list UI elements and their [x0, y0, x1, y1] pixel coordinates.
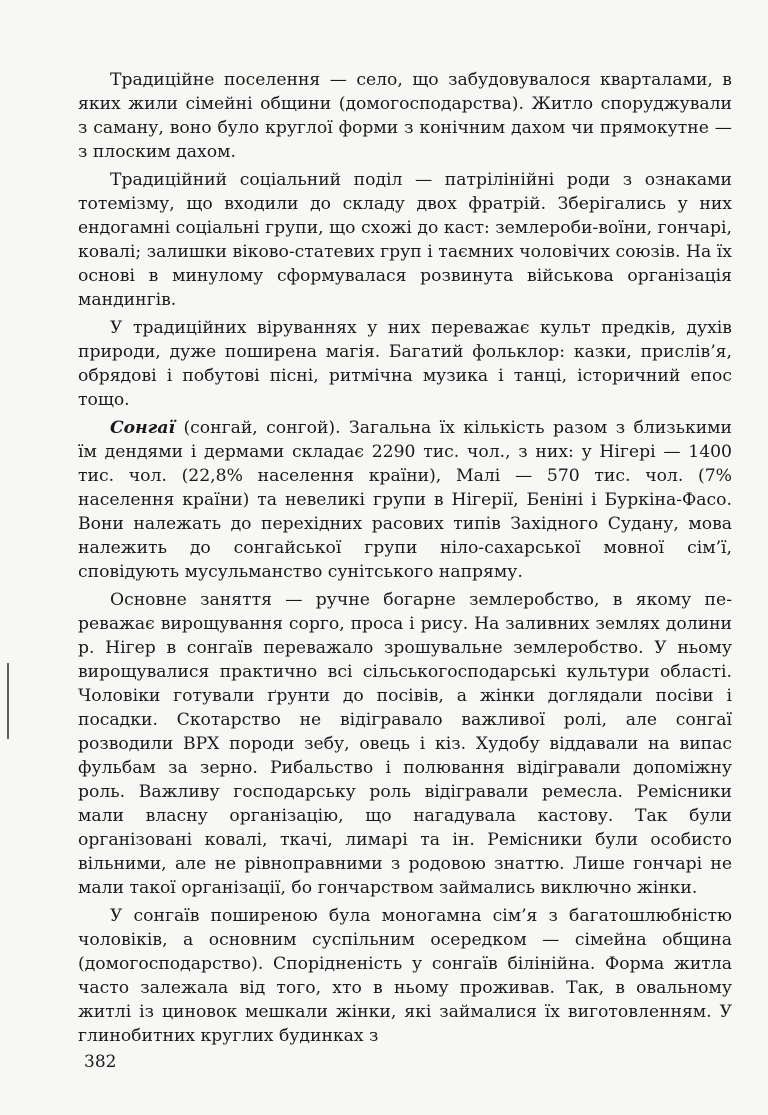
margin-mark	[7, 663, 9, 739]
paragraph-social-division	[78, 168, 732, 312]
paragraph-text: У сонгаїв поширеною була моногамна сім’я з багатошлюбністю чоловіків, а основним суспільним осередком — сімейна община (домогосподарство). Спорідненість у сонгаїв білінійна. Форма житла часто залежала від того, хто в ньому проживав. Так, в овальному житлі із циновок мешкали жінки, які займалися їх виготовленням. У глинобитних круглих будинках з	[78, 906, 732, 1046]
paragraph-settlement	[78, 68, 732, 164]
paragraph-text: Традиційне поселення — село, що забудовувалося кварталами, в яких жили сімейні общини (домогосподарства). Житло споруджували з саману, воно було круглої форми з конічним дахом чи прямокутне — з плоским дахом.	[78, 70, 732, 162]
paragraph-text: Основне заняття — ручне богарне землеробство, в якому переважає вирощування сорго, проса і рису. На заливних землях долини р. Нігер в сонгаїв переважало зрошувальне землеробство. У ньому вирощувалися практично всі сільськогосподарські культури області. Чоловіки готували ґрунти до посівів, а жінки доглядали посіви і посадки. Скотарство не відігравало важливої ролі, але сонгаї розводили ВРХ породи зебу, овець і кіз. Худобу віддавали на випас фульбам за зерно. Рибальство і полювання відігравали допоміжну роль. Важливу господарську роль відігравали ремесла. Ремісники мали власну організацію, що нагадувала кастову. Так були організовані ковалі, ткачі, лимарі та ін. Ремісники були особисто вільними, але не рівноправними з родовою знаттю. Лише гончарі не мали такої організації, бо гончарством займались виключно жінки.	[78, 590, 732, 898]
paragraph-text: (сонгай, сонгой). Загальна їх кількість разом з близькими їм дендями і дермами складає 2290 тис. чол., з них: у Нігері — 1400 тис. чол. (22,8% населення країни), Малі — 570 тис. чол. (7% населення країни) та невеликі групи в Нігерії, Беніні і Буркіна-Фасо. Вони належать до перехідних расових типів Західного Судану, мова належить до сонгайської групи ніло-сахарської мовної сім’ї, сповідують мусульманство сунітського напряму.	[78, 418, 732, 582]
paragraph-family	[78, 904, 732, 1048]
paragraph-text: У традиційних віруваннях у них переважає культ предків, духів природи, дуже поширена магія. Багатий фольклор: казки, прислів’я, обрядові і побутові пісні, ритмічна музика і танці, історичний епос тощо.	[78, 318, 732, 410]
paragraph-text: Традиційний соціальний поділ — патрілінійні роди з ознаками тотемізму, що входили до складу двох фратрій. Зберігались у них ендогамні соціальні групи, що схожі до каст: землероби-воїни, гончарі, ковалі; залишки віково-статевих груп і таємних чоловічих союзів. На їх основі в минулому сформувалася розвинута військова організація мандингів.	[78, 170, 732, 310]
document-page	[78, 68, 732, 1052]
page-number: 382	[84, 1052, 117, 1072]
paragraph-occupation	[78, 588, 732, 900]
paragraph-lead-term: Сонгаї	[110, 418, 176, 438]
paragraph-songhai-intro	[78, 416, 732, 584]
paragraph-beliefs	[78, 316, 732, 412]
